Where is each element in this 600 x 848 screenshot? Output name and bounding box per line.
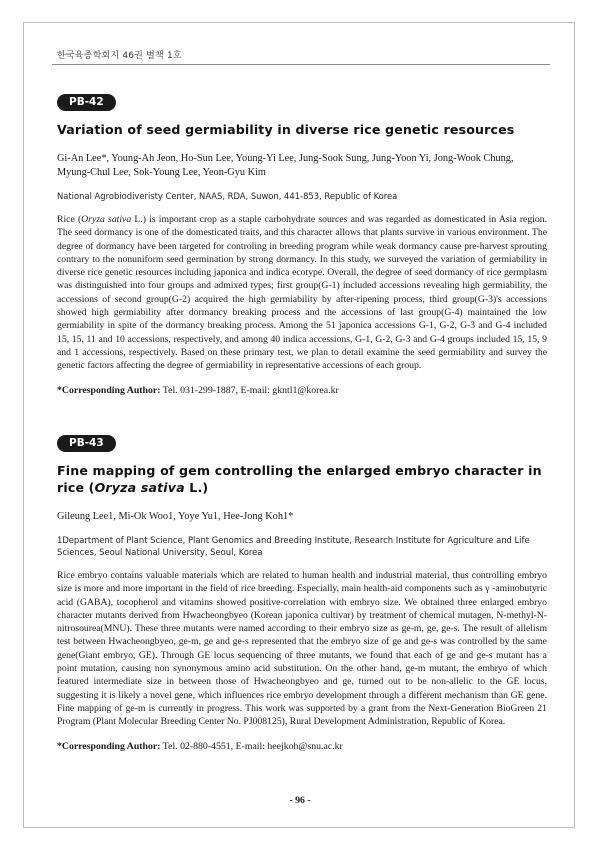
title-text-start: Fine mapping of gem controlling the enlarged embryo character in rice ( [57,463,542,495]
body-text-start: Rice ( [57,214,82,225]
author-list: Gileung Lee1, Mi-Ok Woo1, Yoye Yu1, Hee-Jong Koh1* [57,511,294,522]
abstract-pb-43 [57,433,547,753]
body-text-rest: L.) is important crop as a staple carbohydrate sources and was regarded as domesticated in Asia region. The seed dormancy is one of the domesticated traits, and this character allows that plants survive in various environment. The degree of dormancy have been targeted for controling in breeding program while weak dormancy cause pre-harvest sprouting contrary to the nonuniform seed germination by strong dormancy. In this study, we surveyed the variation of germiability in diverse rice genetic resources including japonica and indica ecotype. Overall, the degree of seed dormancy of rice germplasm was distinguished into four groups and admixed types; first group(G-1) included accessions revealing high germiability, the accessions of second group(G-2) acquired the high germiability by after-ripening process, third group(G-3)'s accessions showed high germiability after dormancy breaking process and the accessions of last group(G-4) maintained the low germiability in spite of the dormancy breaking process. Among the 51 japonica accessions G-1, G-2, G-3 and G-4 included 15, 15, 11 and 10 accessions, respectively, and among 40 indica accessions, G-1, G-2, G-3 and G-4 groups included 15, 15, 9 and 1 accessions, respectively. Based on these primary test, we plan to detail examine the seed germiability and survey the genetic factors affecting the degree of germiability in representative accessions of each group. [57,214,547,372]
corresponding-author-label: *Corresponding Author: [57,384,161,396]
author-list: Gi-An Lee*, Young-Ah Jeon, Ho-Sun Lee, Young-Yi Lee, Jung-Sook Sung, Jung-Yoon Yi, Jong-Wook Chung, Myung-Chul Lee, Sok-Young Lee, Yeon-Gyu Kim [57,153,514,178]
abstract-body [57,213,547,373]
abstract-body: Rice embryo contains valuable materials which are related to human health and industrial material, thus controlling embryo size is more and more important in the field of rice breeding. Especially, main health-aid components such as γ -aminobutyric acid (GABA), tocopherol and vitamins showed positive-correlation with embryo size. We obtained three enlarged embryo character mutants derived from Hwacheongbyeo (Korean japonica cultivar) by treatment of chemical mutagen, N-methyl-N-nitrosourea(MNU). These three mutants were named according to their embryo size as ge-m, ge, ge-s. The result of allelism test between Hwacheongbyeo, ge-m, ge and ge-s represented that the embryo size of ge and ge-s was controlled by the same gene(Giant embryo, GE). Through GE locus sequencing of three mutants, we found that each of ge and ge-s mutant has a point mutation, causing non synonymous amino acid substitution. On the other hand, ge-m mutant, the embryo of which featured intermediate size in between those of Hwacheongbyeo and ge, turned out to be non-allelic to the GE locus, suggesting it is likely a novel gene, which influences rice embryo development through a different mechanism than GE gene. Fine mapping of ge-m is currently in progress. This work was supported by a grant from the Next-Generation BioGreen 21 Program (Plant Molecular Breeding Center No. PJ008125), Rural Development Administration, Republic of Korea. [57,570,547,728]
corresponding-author-label: *Corresponding Author: [57,740,161,752]
title-species-name: Oryza sativa [94,480,185,495]
running-head: 한국육종학회지 46권 별책 1호 [57,51,182,61]
corresponding-author-contact: Tel. 02-880-4551, E-mail: heejkoh@snu.ac.kr [160,740,343,752]
affiliation: National Agrobiodiveristy Center, NAAS, RDA, Suwon, 441-853, Republic of Korea [57,191,398,201]
page-number: - 96 - [289,795,311,806]
abstract-id-badge: PB-42 [57,94,116,111]
species-name: Oryza sativa [81,214,132,225]
corresponding-author [57,384,547,397]
affiliation: 1Department of Plant Science, Plant Genomics and Breeding Institute, Research Institute for Agriculture and Life Sciences, Seoul National University, Seoul, Korea [57,535,530,557]
title-text-end: L.) [184,480,209,495]
abstract-id-badge: PB-43 [57,435,116,452]
abstract-title [57,462,547,496]
abstract-title: Variation of seed germiability in diverse rice genetic resources [57,122,515,137]
corresponding-author-contact: Tel. 031-299-1887, E-mail: gkntl1@korea.kr [160,384,339,396]
header-rule [52,64,550,65]
corresponding-author [57,740,547,753]
abstract-pb-42 [57,92,547,397]
